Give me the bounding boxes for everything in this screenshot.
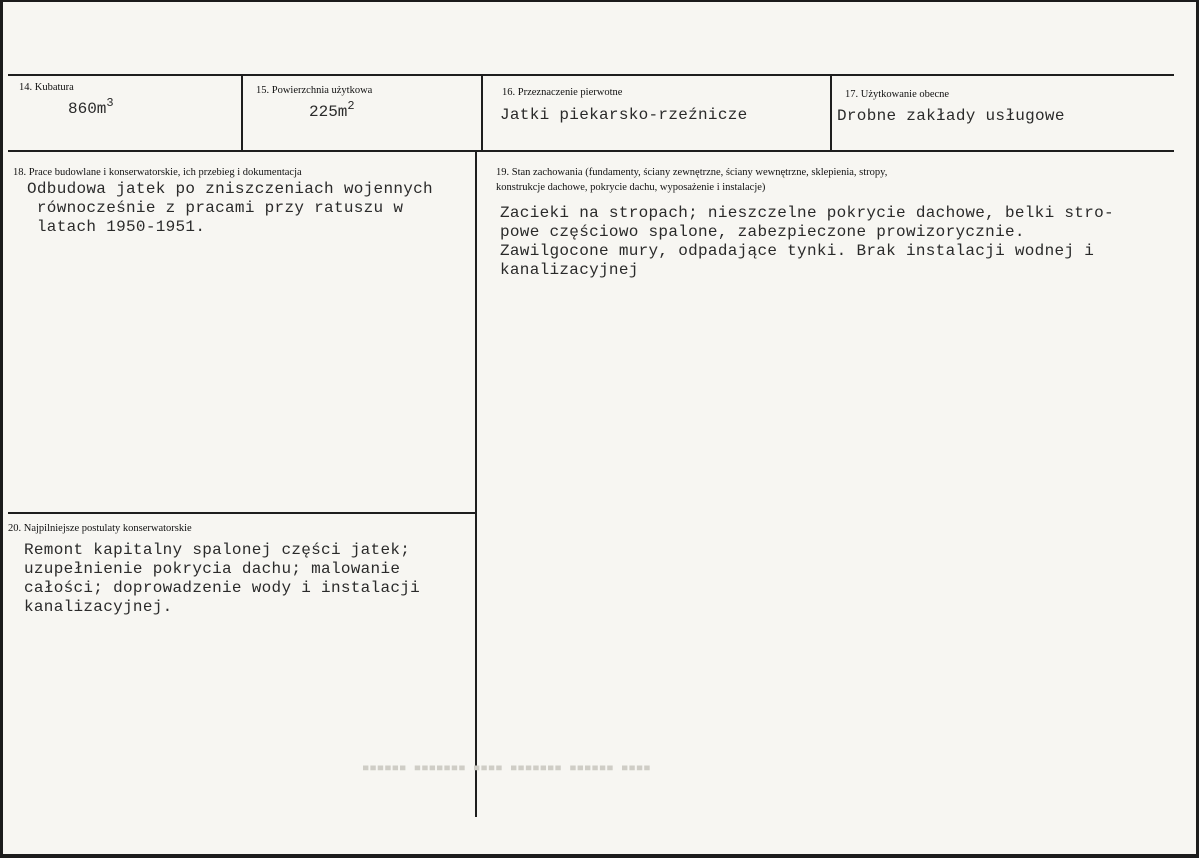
row1-bottom-rule: [8, 150, 1174, 152]
f14-value-exponent: 3: [106, 96, 114, 110]
f17-label: 17. Użytkowanie obecne: [845, 89, 950, 100]
f14-value-text: 860m: [68, 100, 107, 118]
f15-value: [309, 99, 355, 121]
record-card: [3, 2, 1196, 854]
f15-value-text: 225m: [309, 103, 348, 121]
f15-label: 15. Powierzchnia użytkowa: [256, 85, 373, 96]
f17-value: Drobne zakłady usługowe: [837, 107, 1065, 125]
f14-value: [68, 96, 114, 118]
f19-text: Zacieki na stropach; nieszczelne pokrycie dachowe, belki stro- powe częściowo spalone, zabezpieczone prowizorycznie. Zawilgocone mury, odpadające tynki. Brak instalacji wodnej i kanalizacyjnej: [500, 204, 1114, 279]
top-rule: [8, 74, 1174, 76]
f18-label: 18. Prace budowlane i konserwatorskie, ich przebieg i dokumentacja: [13, 167, 302, 178]
f16-value: Jatki piekarsko-rzeźnicze: [500, 106, 748, 124]
f15-value-exponent: 2: [347, 99, 355, 113]
f20-label: 20. Najpilniejsze postulaty konserwatorskie: [8, 523, 192, 534]
f19-label-line1: 19. Stan zachowania (fundamenty, ściany zewnętrzne, ściany wewnętrzne, sklepienia, stropy,: [496, 167, 888, 178]
f14-label: 14. Kubatura: [19, 82, 74, 93]
faint-stamp-mark: ▀▀▀▀▀▀ ▀▀▀▀▀▀▀ ▀▀▀▀ ▀▀▀▀▀▀▀ ▀▀▀▀▀▀ ▀▀▀▀: [363, 766, 652, 776]
f18-f20-divider: [8, 512, 477, 514]
f16-label: 16. Przeznaczenie pierwotne: [502, 87, 623, 98]
col-divider-1: [241, 74, 243, 151]
f18-text: Odbudowa jatek po zniszczeniach wojennych równocześnie z pracami przy ratuszu w latach 1950-1951.: [27, 180, 433, 236]
f19-label-line2: konstrukcje dachowe, pokrycie dachu, wyposażenie i instalacje): [496, 182, 766, 193]
col-divider-3: [830, 74, 832, 151]
main-divider: [475, 152, 477, 817]
f20-text: Remont kapitalny spalonej części jatek; uzupełnienie pokrycia dachu; malowanie całości; doprowadzenie wody i instalacji kanalizacyjnej.: [24, 541, 421, 616]
col-divider-2: [481, 74, 483, 151]
